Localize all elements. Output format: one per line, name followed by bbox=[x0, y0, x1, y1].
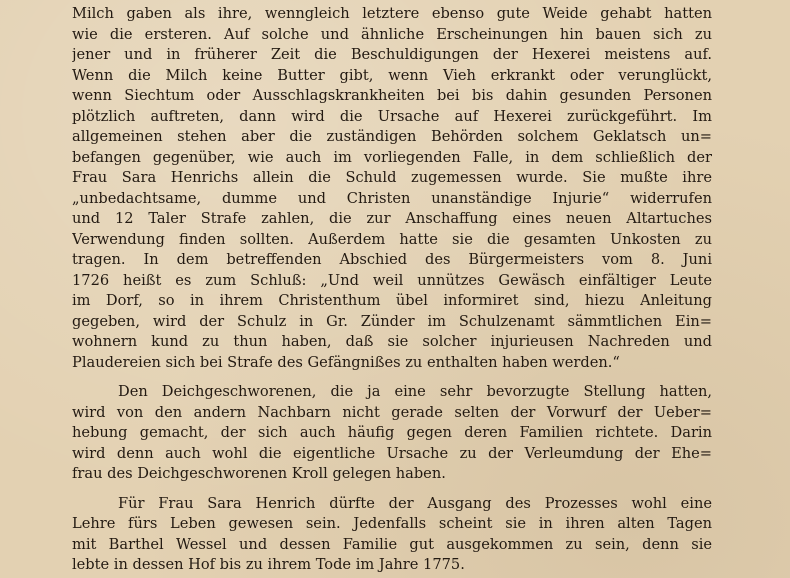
text-line: gegeben, wird der Schulz in Gr. Zünder im Schulzenamt sämmtlichen Ein= bbox=[72, 312, 712, 330]
text-line: Lehre fürs Leben gewesen sein. Jedenfalls scheint sie in ihren alten Tagen bbox=[72, 515, 712, 532]
text-line: Plaudereien sich bei Strafe des Gefängnißes zu enthalten haben werden.“ bbox=[72, 353, 620, 371]
text-line: Milch gaben als ihre, wenngleich letztere ebenso gute Weide gehabt hatten bbox=[72, 5, 712, 22]
text-line: lebte in dessen Hof bis zu ihrem Tode im Jahre 1775. bbox=[72, 556, 465, 573]
text-line: wird denn auch wohl die eigentliche Ursache zu der Verleumdung der Ehe= bbox=[72, 444, 712, 462]
text-line: hebung gemacht, der sich auch häufig gegen deren Familien richtete. Darin bbox=[72, 424, 712, 441]
text-line: wie die ersteren. Auf solche und ähnliche Erscheinungen hin bauen sich zu bbox=[72, 25, 712, 43]
text-line: tragen. In dem betreffenden Abschied des Bürgermeisters vom 8. Juni bbox=[72, 251, 712, 268]
text-line: plötzlich auftreten, dann wird die Ursache auf Hexerei zurückgeführt. Im bbox=[72, 107, 712, 125]
text-line: mit Barthel Wessel und dessen Familie gut ausgekommen zu sein, denn sie bbox=[72, 535, 712, 553]
text-line: allgemeinen stehen aber die zuständigen Behörden solchem Geklatsch un= bbox=[72, 128, 712, 145]
text-line: wohnern kund zu thun haben, daß sie solcher injurieusen Nachreden und bbox=[72, 333, 712, 350]
paragraph-3 bbox=[72, 494, 712, 576]
text-line: befangen gegenüber, wie auch im vorliegenden Falle, in dem schließlich der bbox=[72, 148, 712, 166]
text-line: Verwendung finden sollten. Außerdem hatte sie die gesamten Unkosten zu bbox=[72, 230, 712, 248]
text-line: wird von den andern Nachbarn nicht gerade selten der Vorwurf der Ueber= bbox=[72, 403, 712, 421]
paragraph-spacer bbox=[72, 485, 712, 494]
text-line: Wenn die Milch keine Butter gibt, wenn Vieh erkrankt oder verunglückt, bbox=[72, 66, 712, 84]
text-line: Den Deichgeschworenen, die ja eine sehr bevorzugte Stellung hatten, bbox=[118, 383, 712, 400]
text-line: 1726 heißt es zum Schluß: „Und weil unnützes Gewäsch einfältiger Leute bbox=[72, 271, 712, 289]
text-line: Für Frau Sara Henrich dürfte der Ausgang des Prozesses wohl eine bbox=[118, 494, 712, 512]
text-line: frau des Deichgeschworenen Kroll gelegen haben. bbox=[72, 465, 446, 482]
text-line: im Dorf, so in ihrem Christenthum übel informiret sind, hiezu Anleitung bbox=[72, 292, 712, 309]
text-line: und 12 Taler Strafe zahlen, die zur Anschaffung eines neuen Altartuches bbox=[72, 210, 712, 227]
text-line: Frau Sara Henrichs allein die Schuld zugemessen wurde. Sie mußte ihre bbox=[72, 169, 712, 186]
text-line: wenn Siechtum oder Ausschlagskrankheiten bei bis dahin gesunden Personen bbox=[72, 87, 712, 104]
paragraph-2 bbox=[72, 382, 712, 485]
paragraph-spacer bbox=[72, 373, 712, 382]
body-text bbox=[72, 4, 712, 576]
paragraph-1 bbox=[72, 4, 712, 373]
text-line: jener und in früherer Zeit die Beschuldigungen der Hexerei meistens auf. bbox=[72, 46, 712, 63]
text-line: „unbedachtsame, dumme und Christen unanständige Injurie“ widerrufen bbox=[72, 189, 712, 207]
